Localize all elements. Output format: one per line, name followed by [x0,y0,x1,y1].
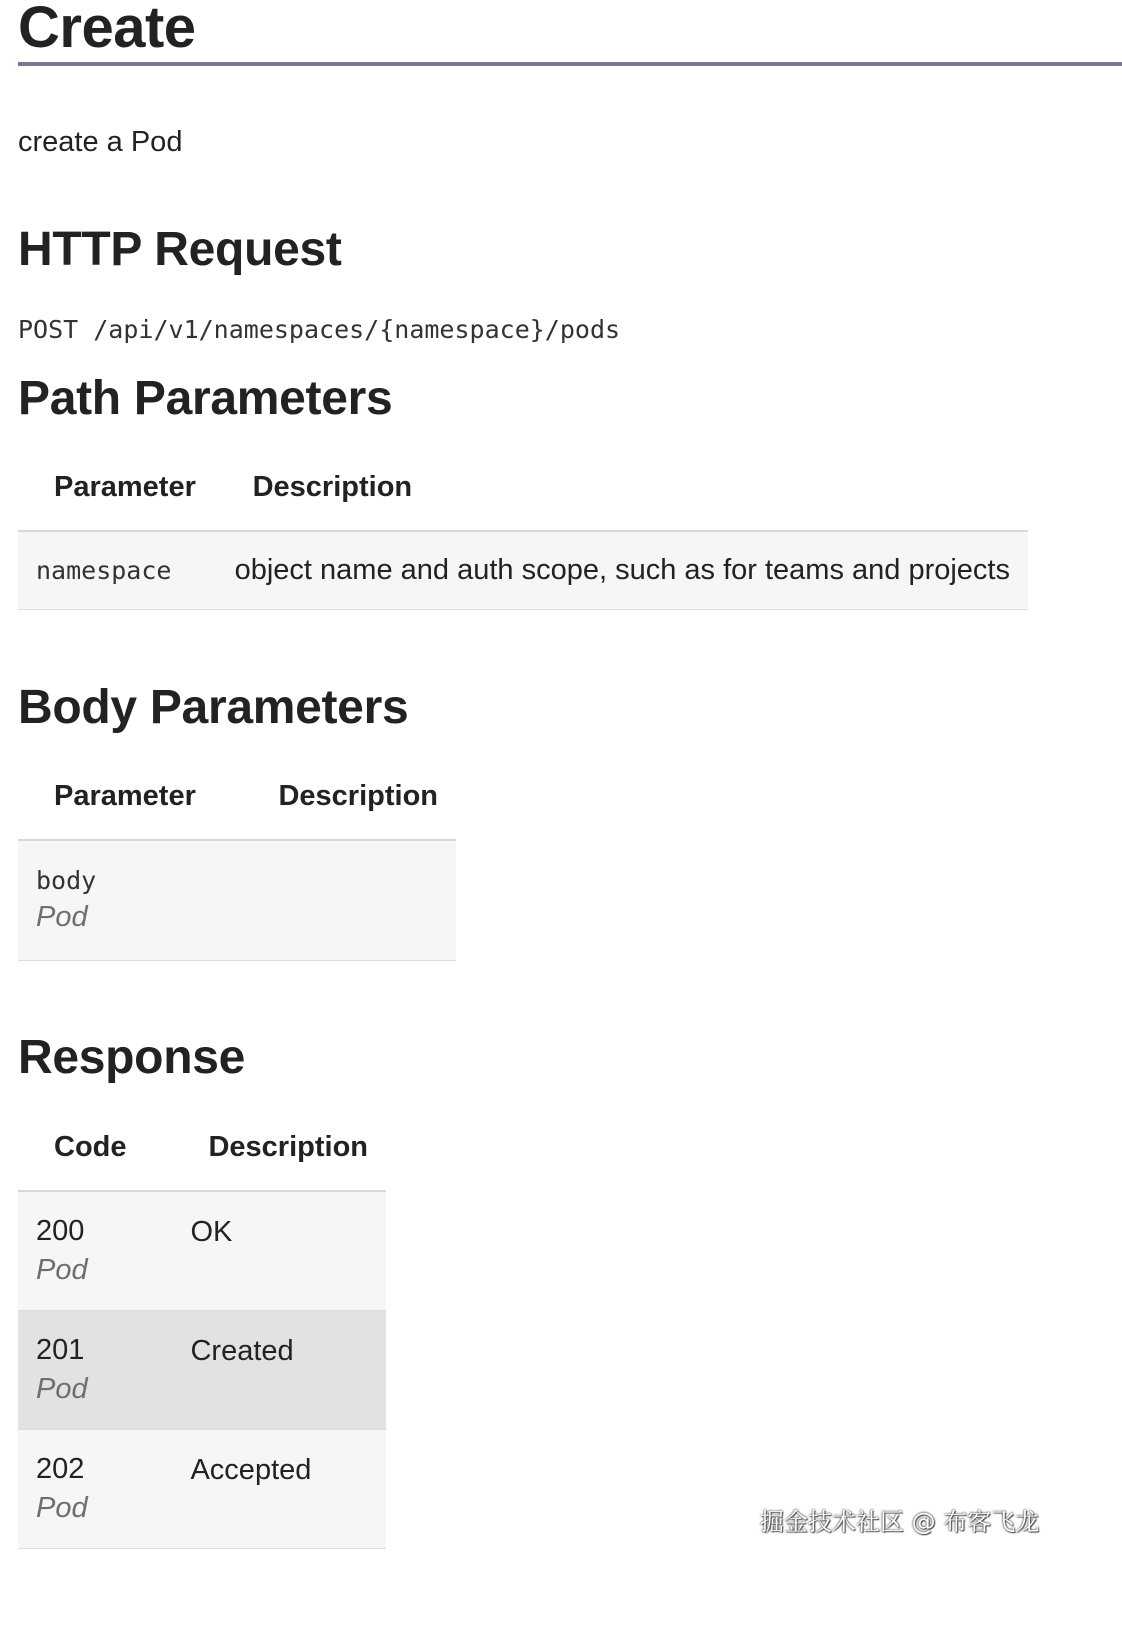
parameter-name-code: body [36,866,97,896]
type-link-pod[interactable]: Pod [36,1372,88,1405]
response-code [18,1310,172,1429]
page-title: Create [18,0,196,60]
column-header-parameter: Parameter [18,753,242,840]
status-code: 201 [36,1333,85,1366]
column-header-description: Description [217,444,1028,531]
status-code: 200 [36,1214,85,1247]
table-header-row [18,1104,386,1191]
column-header-code: Code [18,1104,172,1191]
parameter-description [242,840,456,960]
parameter-name-code: namespace [36,555,172,585]
table-row [18,1310,386,1429]
title-divider [18,62,1122,66]
response-code [18,1191,172,1310]
http-request-line: POST /api/v1/namespaces/{namespace}/pods [18,315,621,344]
watermark: 掘金技术社区 @ 布客飞龙 [760,1508,1040,1536]
response-code [18,1429,172,1548]
type-link-pod[interactable]: Pod [36,901,88,934]
table-row [18,840,456,960]
table-header-row [18,444,1028,531]
table-row [18,1429,386,1548]
response-description: Created [172,1310,386,1429]
parameter-description: object name and auth scope, such as for teams and projects [217,531,1028,609]
operation-summary: create a Pod [18,126,183,158]
parameter-name [18,531,217,609]
table-row [18,531,1028,609]
table-row [18,1191,386,1310]
column-header-parameter: Parameter [18,444,217,531]
type-link-pod[interactable]: Pod [36,1253,88,1286]
response-heading: Response [18,1031,246,1084]
type-link-pod[interactable]: Pod [36,1491,88,1524]
column-header-description: Description [242,753,456,840]
http-request-heading: HTTP Request [18,223,342,276]
body-parameters-table [18,753,456,961]
status-code: 202 [36,1452,85,1485]
response-description: OK [172,1191,386,1310]
parameter-name [18,840,242,960]
path-parameters-heading: Path Parameters [18,372,393,425]
column-header-description: Description [172,1104,386,1191]
table-header-row [18,753,456,840]
response-table [18,1104,386,1549]
response-description: Accepted [172,1429,386,1548]
body-parameters-heading: Body Parameters [18,681,409,734]
path-parameters-table [18,444,1028,610]
